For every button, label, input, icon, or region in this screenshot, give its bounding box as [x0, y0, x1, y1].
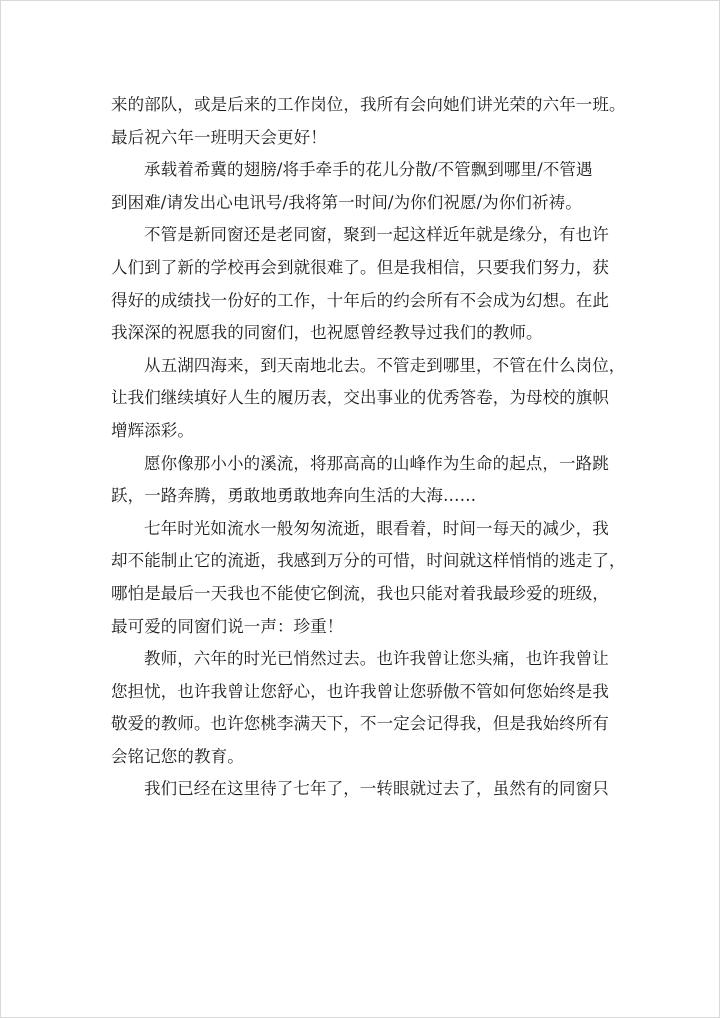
text-line: 您担忧，也许我曾让您舒心，也许我曾让您骄傲不管如何您始终是我 — [111, 681, 609, 701]
text-line: 增辉添彩。 — [111, 420, 194, 440]
text-line: 来的部队，或是后来的工作岗位，我所有会向她们讲光荣的六年一班。 — [111, 95, 626, 114]
text-line: 会铭记您的教育。 — [111, 746, 244, 766]
text-line: 愿你像那小小的溪流，将那高高的山峰作为生命的起点，一路跳 — [144, 453, 609, 473]
paragraph — [111, 219, 611, 349]
paragraph — [111, 513, 626, 643]
text-line: 教师，六年的时光已悄然过去。也许我曾让您头痛，也许我曾让 — [144, 649, 609, 669]
text-line: 跃，一路奔腾，勇敢地勇敢地奔向生活的大海…… — [111, 486, 477, 506]
paragraph — [111, 448, 611, 513]
text-line: 从五湖四海来，到天南地北去。不管走到哪里，不管在什么岗位， — [144, 355, 626, 375]
text-line: 得好的成绩找一份好的工作，十年后的约会所有不会成为幻想。在此 — [111, 290, 609, 310]
paragraph — [111, 154, 611, 219]
text-line: 我深深的祝愿我的同窗们，也祝愿曾经教导过我们的教师。 — [111, 323, 543, 343]
document-body — [111, 89, 626, 806]
text-line: 却不能制止它的流逝，我感到万分的可惜，时间就这样悄悄的逃走了， — [111, 551, 626, 571]
text-line: 让我们继续填好人生的履历表，交出事业的优秀答卷，为母校的旗帜 — [111, 388, 609, 408]
text-line: 最后祝六年一班明天会更好！ — [111, 127, 327, 147]
text-line: 不管是新同窗还是老同窗，聚到一起这样近年就是缘分，有也许 — [144, 225, 609, 245]
paragraph — [111, 643, 611, 773]
text-line: 我们已经在这里待了七年了，一转眼就过去了，虽然有的同窗只 — [144, 779, 609, 799]
text-line: 到困难/请发出心电讯号/我将第一时间/为你们祝愿/为你们祈祷。 — [111, 192, 582, 212]
paragraph — [111, 350, 626, 448]
text-line: 承载着希冀的翅膀/将手牵手的花儿分散/不管飘到哪里/不管遇 — [144, 160, 593, 180]
paragraph — [111, 89, 626, 154]
text-line: 哪怕是最后一天我也不能使它倒流，我也只能对着我最珍爱的班级， — [111, 583, 609, 603]
text-line: 最可爱的同窗们说一声：珍重！ — [111, 616, 344, 636]
paragraph — [111, 773, 611, 806]
text-line: 人们到了新的学校再会到就很难了。但是我相信，只要我们努力，获 — [111, 257, 609, 277]
text-line: 七年时光如流水一般匆匆流逝，眼看着，时间一每天的减少，我 — [144, 518, 609, 538]
text-line: 敬爱的教师。也许您桃李满天下，不一定会记得我，但是我始终所有 — [111, 714, 609, 734]
